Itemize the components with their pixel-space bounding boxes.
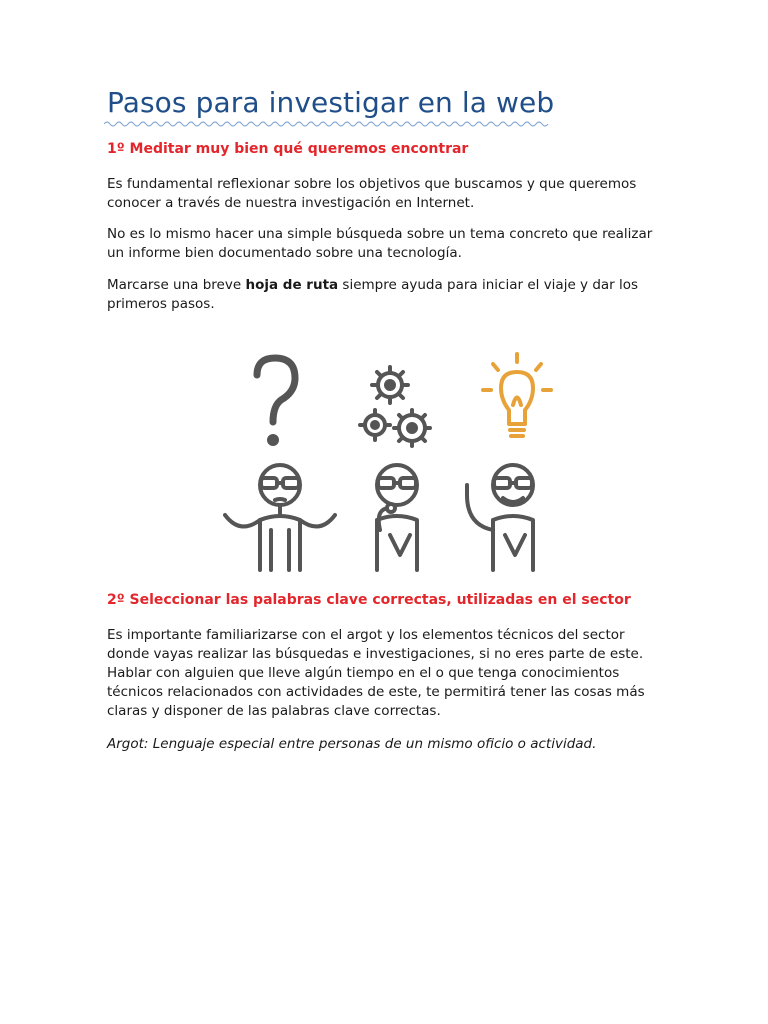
step2-paragraph: Es importante familiarizarse con el argot y los elementos técnicos del sector donde vayas realizar las búsquedas e investigaciones, si no eres parte de este. Hablar con alguien que lleve algún tiempo en el o que tenga conocimientos técnicos relacionados con actividades de este, te permitirá tener las cosas más claras y disponer de las palabras clave correctas.	[107, 627, 645, 719]
step2-heading: 2º Seleccionar las palabras clave correctas, utilizadas en el sector	[107, 592, 631, 608]
question-mark-icon	[257, 358, 295, 422]
figure-idea	[467, 465, 533, 570]
spellcheck-underline	[104, 120, 552, 128]
argot-definition: Argot: Lenguaje especial entre personas de un mismo oficio o actividad.	[107, 736, 597, 752]
p3-text-before: Marcarse una breve	[107, 277, 246, 293]
gears-icon	[360, 367, 430, 446]
page-title: Pasos para investigar en la web	[107, 86, 555, 119]
thinking-figures-illustration	[205, 330, 565, 580]
light-bulb-icon	[483, 354, 551, 436]
figure-shrug	[225, 465, 335, 570]
step1-paragraph-2: No es lo mismo hacer una simple búsqueda sobre un tema concreto que realizar un informe bien documentado sobre una tecnología.	[107, 226, 653, 261]
step1-paragraph-3	[107, 276, 667, 314]
hoja-de-ruta-bold: hoja de ruta	[245, 277, 339, 293]
step1-heading: 1º Meditar muy bien qué queremos encontrar	[107, 141, 469, 157]
p3-text-after: siempre ayuda para iniciar el viaje y dar los primeros pasos.	[107, 277, 639, 312]
figure-thinking	[377, 465, 417, 570]
step1-paragraph-1: Es fundamental reflexionar sobre los objetivos que buscamos y que queremos conocer a través de nuestra investigación en Internet.	[107, 176, 637, 211]
question-dot	[267, 434, 279, 446]
